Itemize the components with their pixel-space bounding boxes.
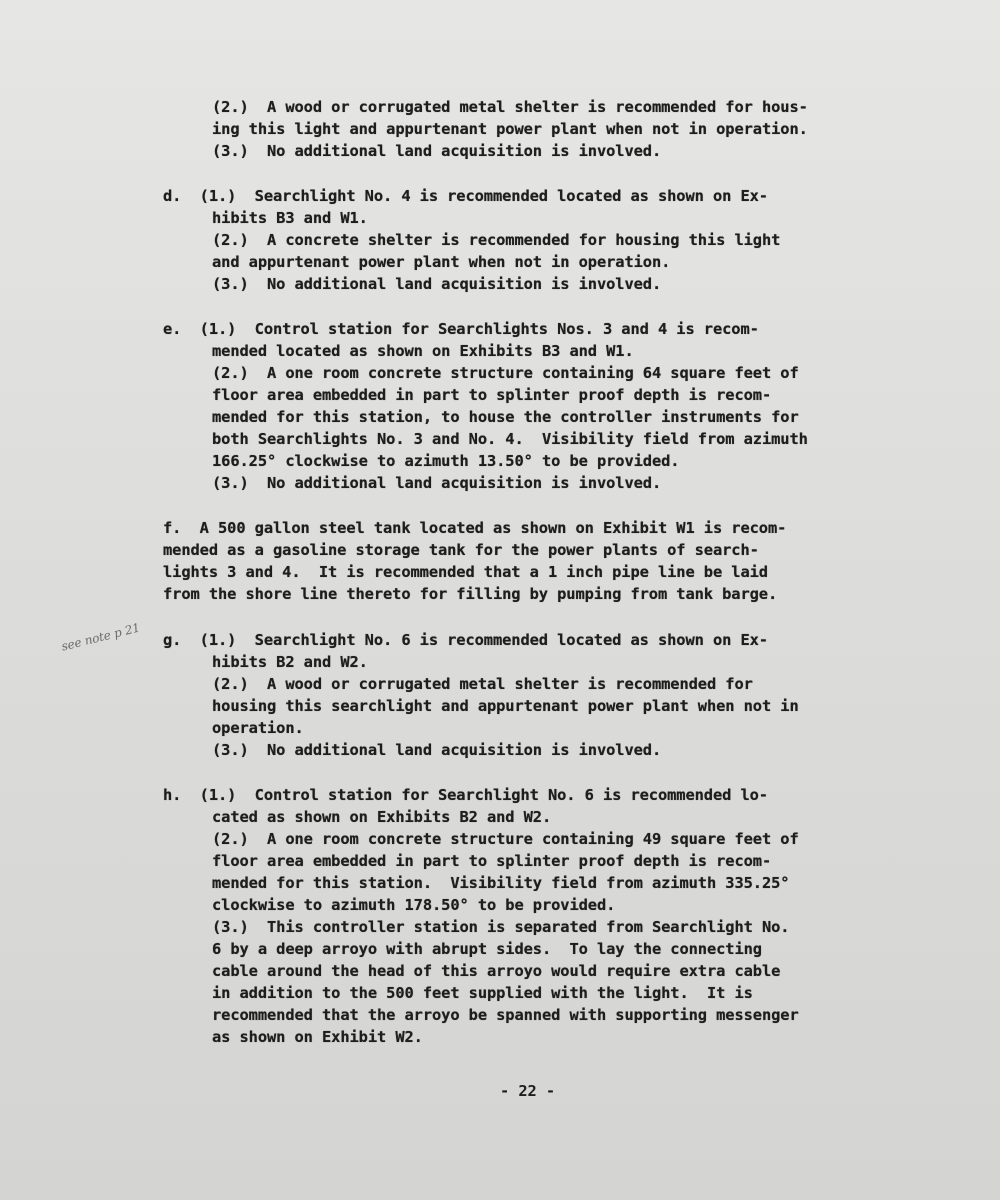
text-line: floor area embedded in part to splinter proof depth is recom- — [212, 386, 772, 404]
page-number: - 22 - — [500, 1082, 555, 1100]
text-line: (2.) A wood or corrugated metal shelter is recommended for — [212, 675, 753, 693]
text-line: 166.25° clockwise to azimuth 13.50° to be provided. — [212, 452, 680, 470]
text-line: 6 by a deep arroyo with abrupt sides. To lay the connecting — [212, 940, 762, 958]
text-line: g. (1.) Searchlight No. 6 is recommended located as shown on Ex- — [163, 631, 768, 649]
text-line: d. (1.) Searchlight No. 4 is recommended located as shown on Ex- — [163, 187, 768, 205]
text-line: (2.) A concrete shelter is recommended for housing this light — [212, 231, 781, 249]
text-line: mended as a gasoline storage tank for the power plants of search- — [163, 541, 759, 559]
text-line: h. (1.) Control station for Searchlight No. 6 is recommended lo- — [163, 786, 768, 804]
text-line: (2.) A wood or corrugated metal shelter is recommended for hous- — [212, 98, 808, 116]
text-line: and appurtenant power plant when not in operation. — [212, 253, 671, 271]
text-line: mended located as shown on Exhibits B3 and W1. — [212, 342, 634, 360]
text-line: hibits B2 and W2. — [212, 653, 368, 671]
text-line: (3.) This controller station is separated from Searchlight No. — [212, 918, 790, 936]
text-line: ing this light and appurtenant power plant when not in operation. — [212, 120, 808, 138]
margin-note: see note p 21 — [60, 620, 142, 654]
text-line: f. A 500 gallon steel tank located as shown on Exhibit W1 is recom- — [163, 519, 787, 537]
text-line: e. (1.) Control station for Searchlights Nos. 3 and 4 is recom- — [163, 320, 759, 338]
text-line: both Searchlights No. 3 and No. 4. Visibility field from azimuth — [212, 430, 808, 448]
text-line: floor area embedded in part to splinter proof depth is recom- — [212, 852, 772, 870]
text-line: mended for this station, to house the controller instruments for — [212, 408, 799, 426]
text-line: (3.) No additional land acquisition is involved. — [212, 741, 662, 759]
text-line: clockwise to azimuth 178.50° to be provided. — [212, 896, 616, 914]
text-line: lights 3 and 4. It is recommended that a 1 inch pipe line be laid — [163, 563, 768, 581]
text-line: in addition to the 500 feet supplied with the light. It is — [212, 984, 753, 1002]
text-line: operation. — [212, 719, 304, 737]
text-line: cated as shown on Exhibits B2 and W2. — [212, 808, 552, 826]
text-line: (3.) No additional land acquisition is involved. — [212, 474, 662, 492]
text-line: (2.) A one room concrete structure containing 64 square feet of — [212, 364, 799, 382]
text-line: recommended that the arroyo be spanned with supporting messenger — [212, 1006, 799, 1024]
text-line: cable around the head of this arroyo would require extra cable — [212, 962, 781, 980]
text-line: (2.) A one room concrete structure containing 49 square feet of — [212, 830, 799, 848]
text-line: hibits B3 and W1. — [212, 209, 368, 227]
text-line: mended for this station. Visibility field from azimuth 335.25° — [212, 874, 790, 892]
text-line: housing this searchlight and appurtenant power plant when not in — [212, 697, 799, 715]
text-line: (3.) No additional land acquisition is involved. — [212, 275, 662, 293]
text-line: from the shore line thereto for filling by pumping from tank barge. — [163, 585, 778, 603]
text-line: as shown on Exhibit W2. — [212, 1028, 423, 1046]
text-line: (3.) No additional land acquisition is involved. — [212, 142, 662, 160]
